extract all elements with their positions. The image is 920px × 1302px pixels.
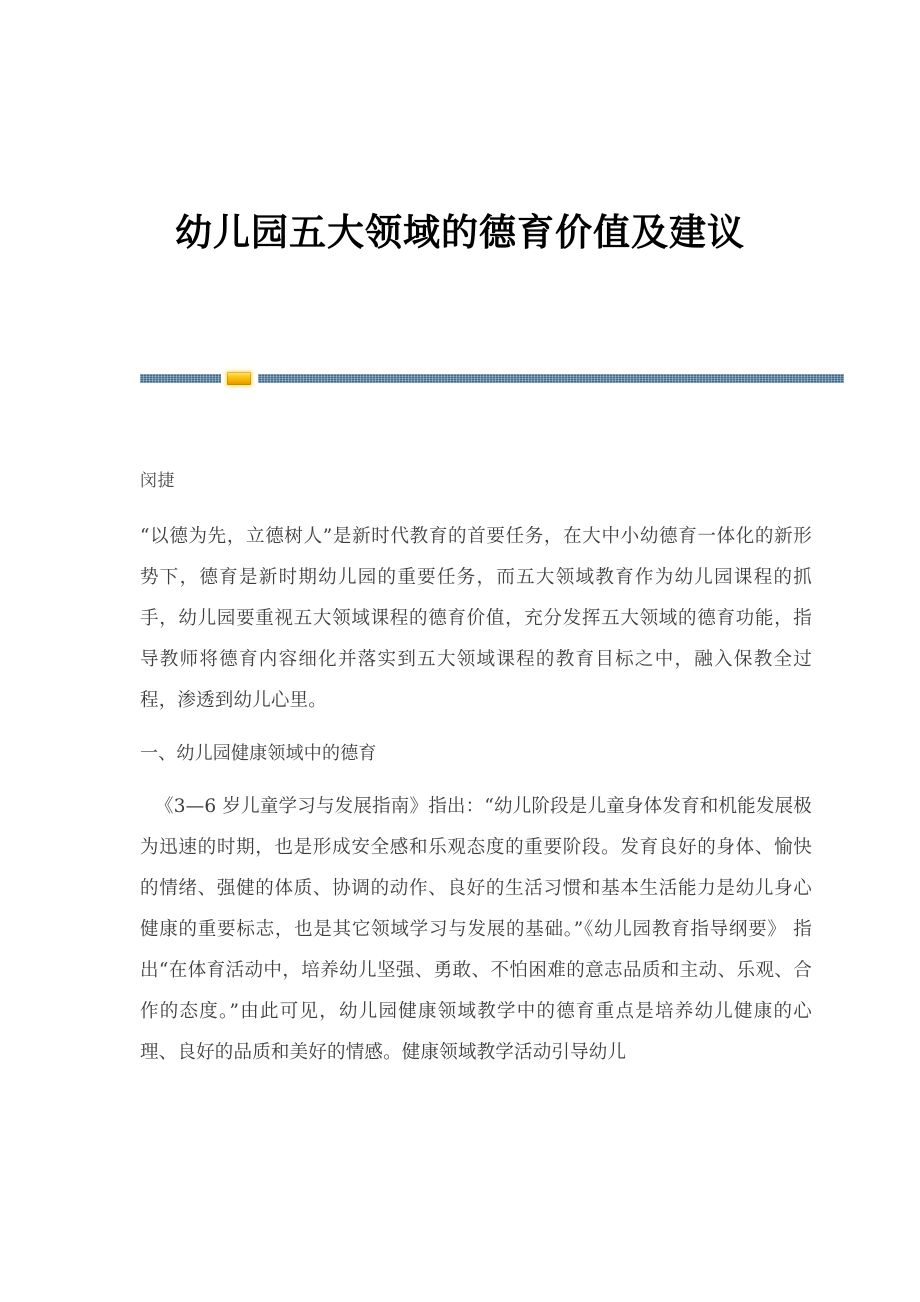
page-title: 幼儿园五大领域的德育价值及建议 (175, 210, 745, 254)
divider-gem-icon (227, 372, 251, 385)
paragraph-intro: “以德为先，立德树人”是新时代教育的首要任务，在大中小幼德育一体化的新形势下，德育是新时期幼儿园的重要任务，而五大领域教育作为幼儿园课程的抓手，幼儿园要重视五大领域课程的德育价值，充分发挥五大领域的德育功能，指导教师将德育内容细化并落实到五大领域课程的教育目标之中，融入保教全过程，渗透到幼儿心里。 (140, 526, 812, 711)
section-heading-1: 一、幼儿园健康领域中的德育 (140, 743, 377, 764)
paragraph-health-domain: 《3—6 岁儿童学习与发展指南》指出：“幼儿阶段是儿童身体发育和机能发展极为迅速的时期，也是形成安全感和乐观态度的重要阶段。发育良好的身体、愉快的情绪、强健的体质、协调的动作、良好的生活习惯和基本生活能力是幼儿身心健康的重要标志，也是其它领域学习与发展的基础。”《幼儿园教育指导纲要》 指出“在体育活动中，培养幼儿坚强、勇敢、不怕困难的意志品质和主动、乐观、合作的态度。”由此可见，幼儿园健康领域教学中的德育重点是培养幼儿健康的心理、良好的品质和美好的情感。健康领域教学活动引导幼儿 (140, 796, 812, 1063)
document-body (140, 466, 812, 1085)
author-name: 闵捷 (140, 471, 175, 491)
decorative-divider (140, 372, 844, 384)
divider-bar-right-segment (258, 374, 844, 383)
divider-bar-left-segment (140, 374, 221, 383)
